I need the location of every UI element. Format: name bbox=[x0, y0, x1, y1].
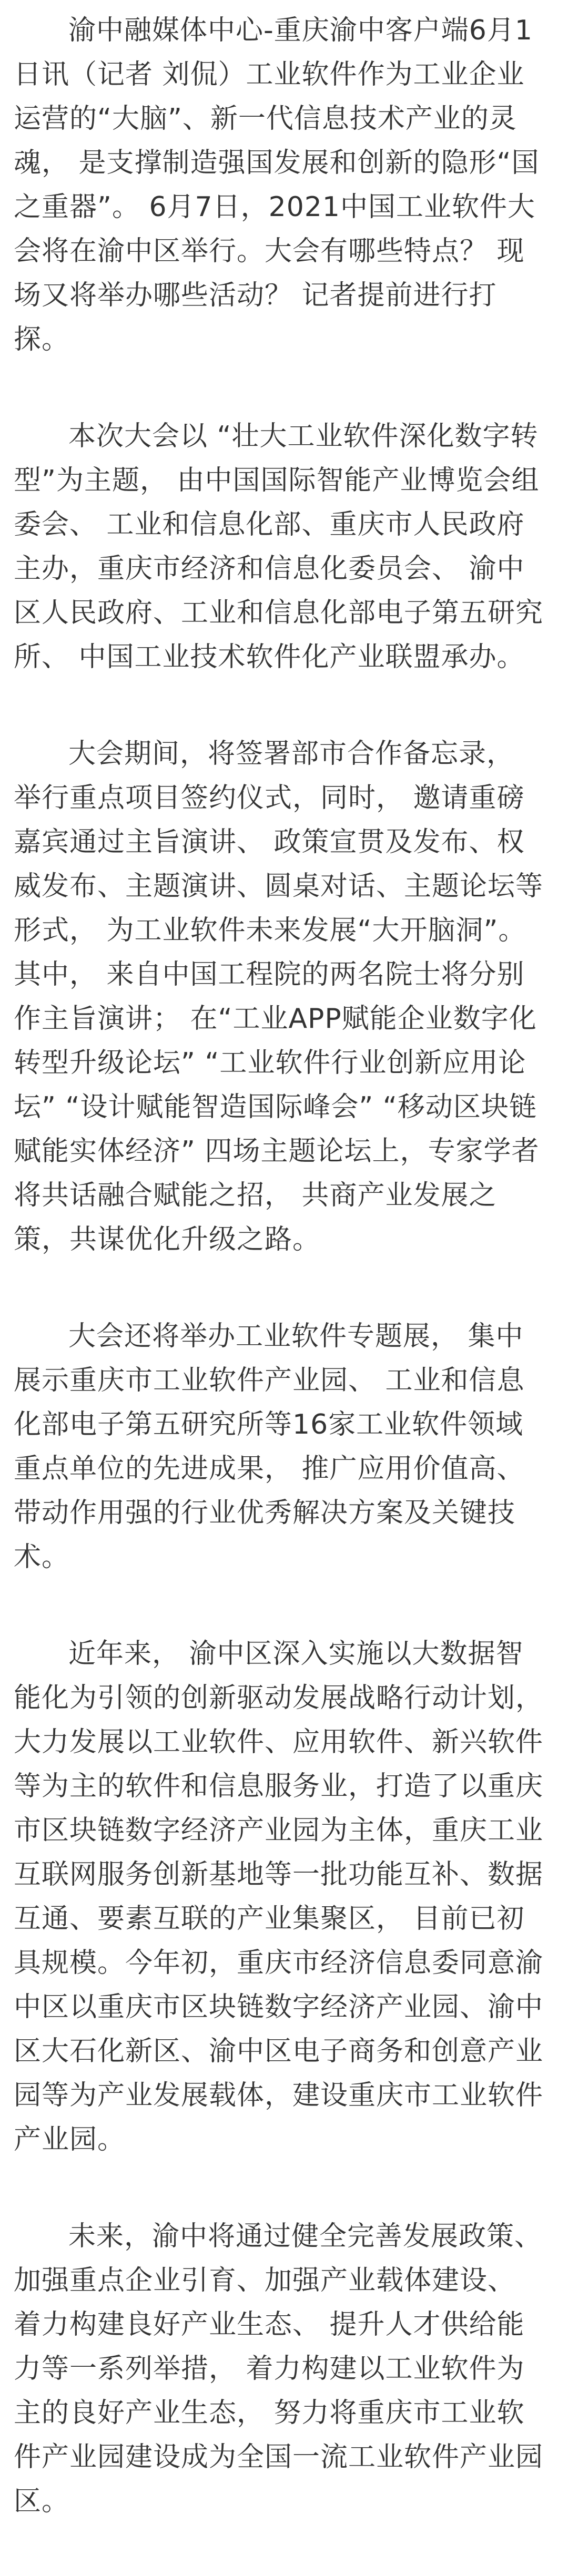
paragraph-activities: 大会期间，将签署部市合作备忘录， 举行重点项目签约仪式，同时， 邀请重磅嘉宾通过主旨演讲、 政策宣贯及发布、权威发布、主题演讲、圆桌对话、主题论坛等形式， 为工业软件未来发展“大开脑洞”。其中， 来自中国工程院的两名院士将分别作主旨演讲； 在“工业APP赋能企业数字化转型升级论坛” “工业软件行业创新应用论坛” “设计赋能智造国际峰会” “移动区块链赋能实体经济” 四场主题论坛上，专家学者将共话融合赋能之招， 共商产业发展之策，共谋优化升级之路。 bbox=[14, 738, 544, 1255]
paragraph-exhibition: 大会还将举办工业软件专题展， 集中展示重庆市工业软件产业园、 工业和信息化部电子第五研究所等16家工业软件领域重点单位的先进成果， 推广应用价值高、带动作用强的行业优秀解决方案及关键技术。 bbox=[14, 1321, 525, 1573]
paragraph-background: 近年来， 渝中区深入实施以大数据智能化为引领的创新驱动发展战略行动计划，大力发展以工业软件、应用软件、新兴软件等为主的软件和信息服务业，打造了以重庆市区块链数字经济产业园为主体，重庆工业互联网服务创新基地等一批功能互补、数据互通、要素互联的产业集聚区， 目前已初具规模。今年初，重庆市经济信息委同意渝中区以重庆市区块链数字经济产业园、渝中区大石化新区、渝中区电子商务和创意产业园等为产业发展载体，建设重庆市工业软件产业园。 bbox=[14, 1638, 544, 2155]
paragraph-theme: 本次大会以 “壮大工业软件深化数字转型”为主题， 由中国国际智能产业博览会组委会、 工业和信息化部、重庆市人民政府主办，重庆市经济和信息化委员会、 渝中区人民政府、工业和信息化部电子第五研究所、 中国工业技术软件化产业联盟承办。 bbox=[14, 421, 544, 673]
article-body bbox=[14, 8, 550, 2576]
paragraph-intro: 渝中融媒体中心-重庆渝中客户端6月1日讯（记者 刘侃）工业软件作为工业企业运营的“大脑”、新一代信息技术产业的灵魂， 是支撑制造强国发展和创新的隐形“国之重器”。 6月7日，2021中国工业软件大会将在渝中区举行。大会有哪些特点？ 现场又将举办哪些活动？ 记者提前进行打探。 bbox=[14, 15, 540, 355]
paragraph-future: 未来，渝中将通过健全完善发展政策、加强重点企业引育、加强产业载体建设、 着力构建良好产业生态、 提升人才供给能力等一系列举措， 着力构建以工业软件为主的良好产业生态， 努力将重庆市工业软件产业园建设成为全国一流工业软件产业园区。 bbox=[14, 2221, 544, 2517]
